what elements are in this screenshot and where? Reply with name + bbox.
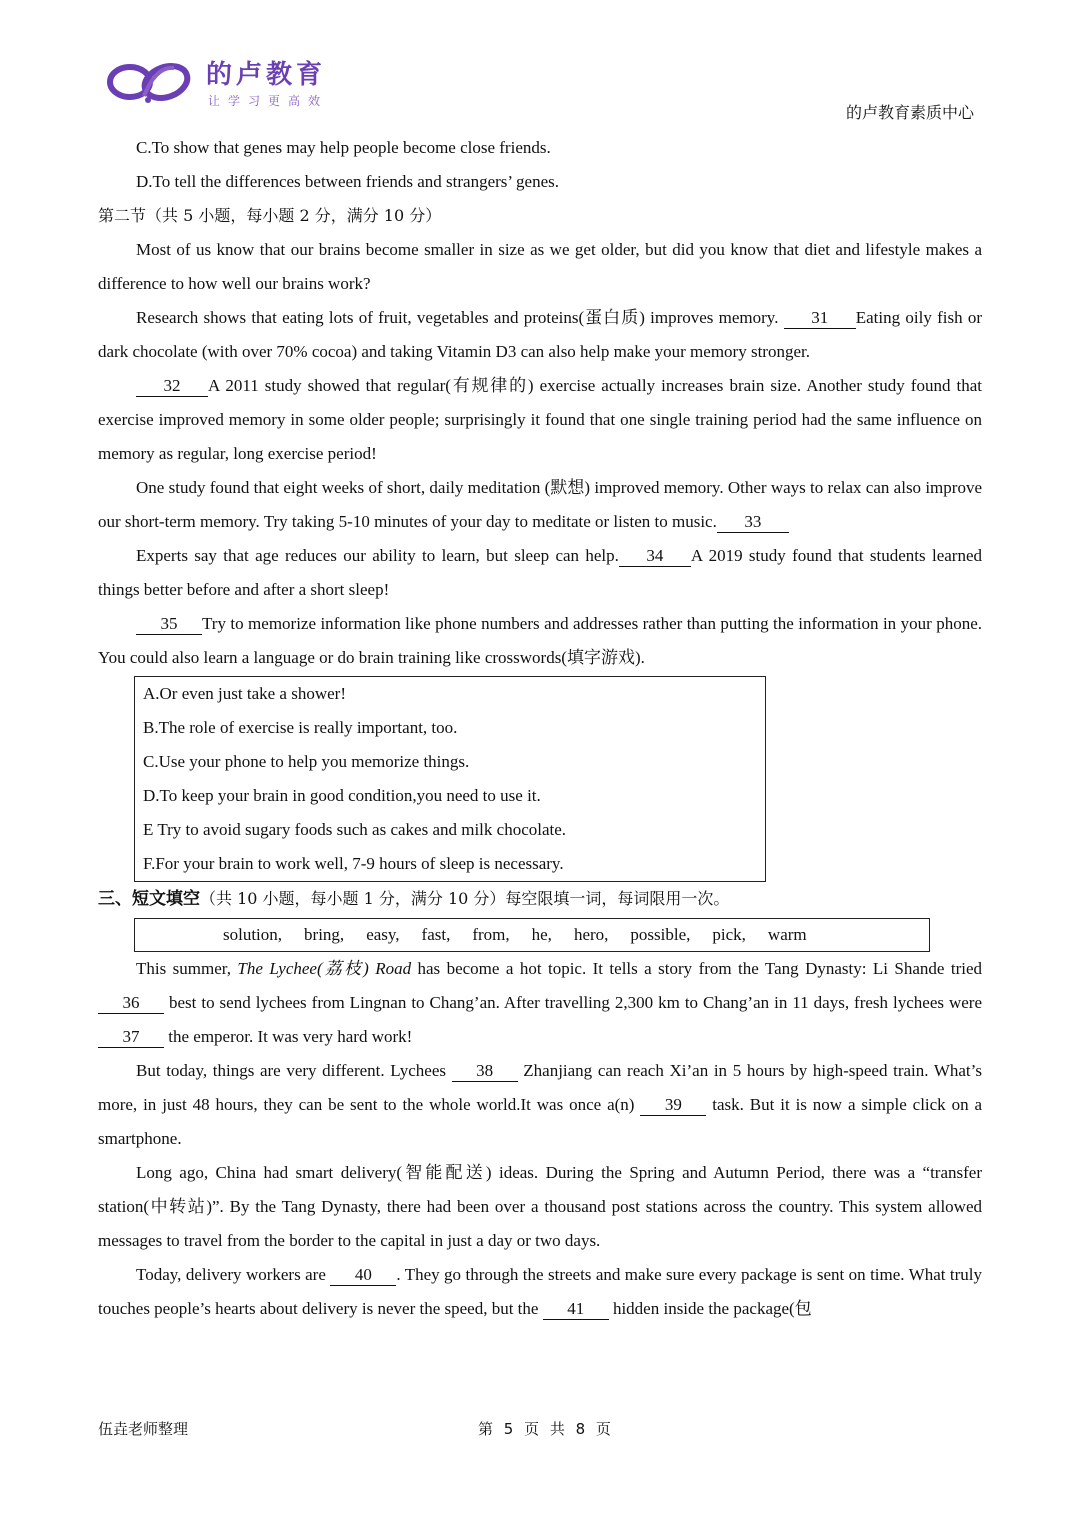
word-bank-item: warm (767, 925, 807, 944)
blank-38[interactable]: 38 (452, 1061, 518, 1082)
blank-32[interactable]: 32 (136, 376, 208, 397)
paragraph-text: A 2011 study showed that regular(有规律的) exercise actually increases brain size. Another study found that exercise improved memory in some older people; surprisingly it found that one single training period had the same influence on memory as regular, long exercise period! (98, 376, 982, 463)
word-bank-item: from, (472, 925, 510, 944)
word-bank-item: fast, (421, 925, 451, 944)
page-header (0, 0, 1080, 130)
section3-title: 三、短文填空 (98, 889, 200, 909)
option-d: D.To keep your brain in good condition,you need to use it. (143, 786, 541, 805)
word-bank-item: solution, (223, 925, 283, 944)
blank-40[interactable]: 40 (330, 1265, 396, 1286)
section2-paragraph-5 (98, 539, 982, 607)
blank-36[interactable]: 36 (98, 993, 164, 1014)
footer-page-number: 第 5 页 共 8 页 (478, 1420, 611, 1438)
word-bank-item: hero, (573, 925, 609, 944)
word-bank-item: he, (531, 925, 552, 944)
section3-paragraph-2 (98, 1054, 982, 1156)
section3-paragraph-4 (98, 1258, 982, 1326)
blank-34[interactable]: 34 (619, 546, 691, 567)
title-italic: The Lychee(荔枝) Road (237, 959, 412, 978)
blank-31[interactable]: 31 (784, 308, 856, 329)
brand-slogan: 让学习更高效 (208, 94, 329, 108)
blank-35[interactable]: 35 (136, 614, 202, 635)
word-bank-item: possible, (630, 925, 691, 944)
section3-paragraph-3: Long ago, China had smart delivery(智能配送) ideas. During the Spring and Autumn Period, there was a “transfer station(中转站)”. By the Tang Dynasty, there had been over a thousand post stations across the country. This system allowed messages to travel from the border to the capital in just a day or two days. (98, 1163, 982, 1250)
section2-paragraph-3 (98, 369, 982, 471)
section2-paragraph-2 (98, 301, 982, 369)
paragraph-text: hidden inside the package(包 (612, 1299, 812, 1318)
footer-editor: 伍垚老师整理 (98, 1420, 189, 1438)
section3-instructions: （共 10 小题，每小题 1 分，满分 10 分）每空限填一词，每词限用一次。 (200, 889, 730, 908)
paragraph-text: Eating oily fish or dark chocolate (with over 70% cocoa) and taking Vitamin D3 can also help make your memory stronger. (98, 308, 983, 361)
section2-heading: 第二节（共 5 小题，每小题 2 分，满分 10 分） (98, 206, 442, 225)
paragraph-text: Experts say that age reduces our ability to learn, but sleep can help. (136, 546, 619, 565)
word-bank-item: easy, (366, 925, 400, 944)
section2-paragraph-6 (98, 607, 982, 675)
option-f: F.For your brain to work well, 7-9 hours of sleep is necessary. (143, 854, 564, 873)
word-bank-item: bring, (304, 925, 345, 944)
section2-paragraph-1: Most of us know that our brains become smaller in size as we get older, but did you know that diet and lifestyle makes a difference to how well our brains work? (98, 240, 982, 293)
brand-logo (104, 60, 354, 112)
option-e: E Try to avoid sugary foods such as cakes and milk chocolate. (143, 820, 567, 839)
paragraph-text: One study found that eight weeks of short, daily meditation (默想) improved memory. Other ways to relax can also improve our short-term memory. Try taking 5-10 minutes of your day to meditate or listen to music. (98, 478, 982, 531)
word-bank (134, 918, 930, 952)
options-box (134, 676, 766, 882)
paragraph-text: Research shows that eating lots of fruit, vegetables and proteins(蛋白质) improves memory. (136, 308, 779, 327)
blank-33[interactable]: 33 (717, 512, 789, 533)
prev-option-c: C.To show that genes may help people become close friends. (136, 138, 551, 157)
paragraph-text: the emperor. It was very hard work! (168, 1027, 413, 1046)
word-bank-item: pick, (712, 925, 746, 944)
paragraph-text: A 2019 study found that students learned things better before and after a short sleep! (98, 546, 983, 599)
option-a: A.Or even just take a shower! (143, 684, 346, 703)
option-b: B.The role of exercise is really important, too. (143, 718, 458, 737)
page-content (98, 131, 982, 1326)
blank-37[interactable]: 37 (98, 1027, 164, 1048)
blank-41[interactable]: 41 (543, 1299, 609, 1320)
paragraph-text: task. But it is now a simple click on a smartphone. (98, 1095, 983, 1148)
paragraph-text: . They go through the streets and make sure every package is sent on time. What truly touches people’s hearts about delivery is never the speed, but the (98, 1265, 983, 1318)
blank-39[interactable]: 39 (640, 1095, 706, 1116)
section3-paragraph-1 (98, 952, 982, 1054)
paragraph-text: best to send lychees from Lingnan to Chang’an. After travelling 2,300 km to Chang’an in 11 days, fresh lychees were (168, 993, 983, 1012)
paragraph-text: Today, delivery workers are (136, 1265, 326, 1284)
paragraph-text: This summer, (136, 959, 231, 978)
paragraph-text: But today, things are very different. Lychees (136, 1061, 446, 1080)
paragraph-text: has become a hot topic. It tells a story from the Tang Dynasty: Li Shande tried (417, 959, 983, 978)
brand-logo-icon (104, 60, 202, 108)
section3-heading (98, 882, 982, 916)
option-c: C.Use your phone to help you memorize things. (143, 752, 470, 771)
prev-option-d: D.To tell the differences between friends and strangers’ genes. (136, 172, 560, 191)
paragraph-text: Try to memorize information like phone numbers and addresses rather than putting the information in your phone. You could also learn a language or do brain training like crosswords(填字游戏). (98, 614, 982, 667)
center-name: 的卢教育素质中心 (845, 103, 974, 122)
paragraph-text: Zhanjiang can reach Xi’an in 5 hours by high-speed train. What’s more, in just 48 hours, they can be sent to the whole world.It was once a(n) (98, 1061, 982, 1114)
brand-name: 的卢教育 (206, 60, 327, 90)
section2-paragraph-4 (98, 471, 982, 539)
